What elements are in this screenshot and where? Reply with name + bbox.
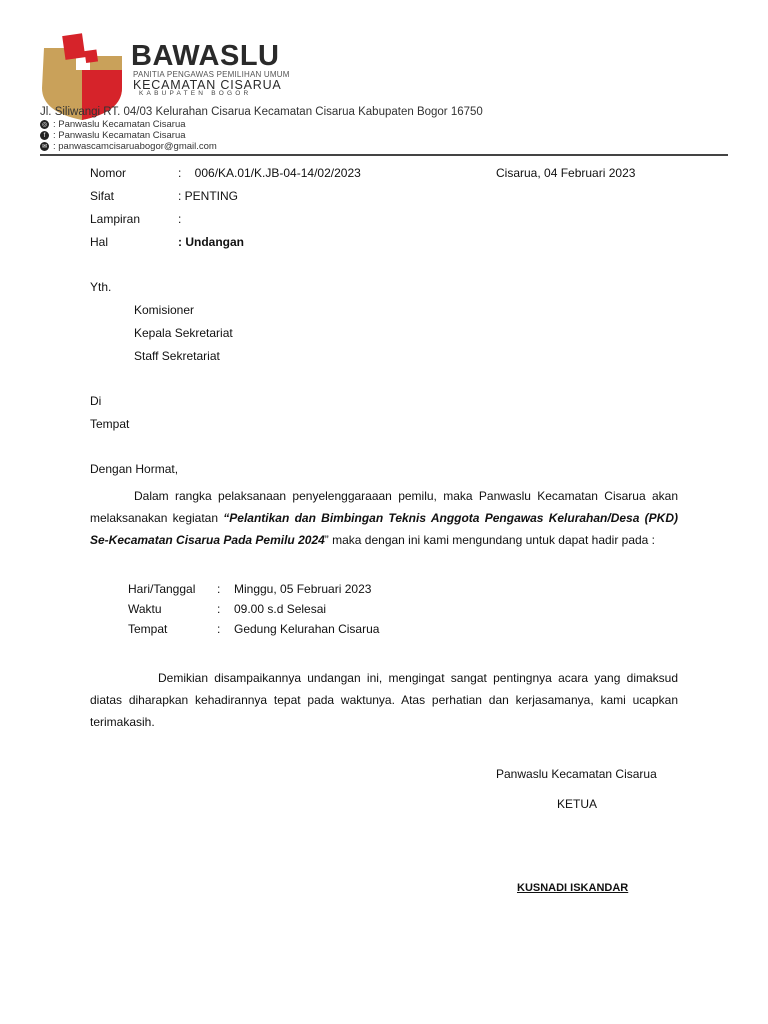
detail-colon: : <box>217 602 221 616</box>
lampiran-label: Lampiran <box>90 212 141 226</box>
facebook-icon: f <box>40 131 49 140</box>
greeting: Dengan Hormat, <box>90 462 179 476</box>
tempat-label: Tempat <box>90 417 130 431</box>
lampiran-value: : <box>178 212 182 226</box>
org-subtitle: PANITIA PENGAWAS PEMILIHAN UMUM <box>133 70 290 79</box>
detail-label: Waktu <box>128 602 162 616</box>
signature-title: KETUA <box>557 797 598 811</box>
instagram-icon: ◎ <box>41 122 48 128</box>
place-date: Cisarua, 04 Februari 2023 <box>496 166 636 180</box>
recipient-item: Staff Sekretariat <box>134 349 220 363</box>
org-kabupaten: KABUPATEN BOGOR <box>139 90 252 97</box>
detail-label: Hari/Tanggal <box>128 582 196 596</box>
detail-colon: : <box>217 582 221 596</box>
di-label: Di <box>90 394 102 408</box>
contact-facebook: f : Panwaslu Kecamatan Cisarua <box>40 130 186 141</box>
hal-label: Hal <box>90 235 109 249</box>
nomor-value: : 006/KA.01/K.JB-04-14/02/2023 <box>178 166 361 180</box>
signature-org: Panwaslu Kecamatan Cisarua <box>496 767 657 781</box>
hal-value: : Undangan <box>178 235 244 249</box>
org-kecamatan: KECAMATAN CISARUA <box>133 78 282 92</box>
yth: Yth. <box>90 280 112 294</box>
email-icon: ✉ <box>41 144 48 150</box>
detail-value: 09.00 s.d Selesai <box>234 602 327 616</box>
org-address: Jl. Siliwangi RT. 04/03 Kelurahan Cisarua Kecamatan Cisarua Kabupaten Bogor 16750 <box>40 106 483 118</box>
nomor-label: Nomor <box>90 166 127 180</box>
recipient-item: Kepala Sekretariat <box>134 326 233 340</box>
letterhead-divider <box>40 154 728 156</box>
detail-value: Minggu, 05 Februari 2023 <box>234 582 372 596</box>
paragraph-intro: Dalam rangka pelaksanaan penyelenggaraaan pemilu, maka Panwaslu Kecamatan Cisarua akan melaksanakan kegiatan “Pelantikan dan Bimbingan Teknis Anggota Pengawas Kelurahan/Desa (PKD) Se-Kecamatan Cisarua Pada Pemilu 2024” maka dengan ini kami mengundang untuk dapat hadir pada : <box>90 489 678 547</box>
sifat-value: : PENTING <box>178 189 239 203</box>
event-title: “Pelantikan dan Bimbingan Teknis Anggota Pengawas Kelurahan/Desa (PKD) Se-Kecamatan Cisarua Pada Pemilu 2024 <box>90 511 678 547</box>
sifat-label: Sifat <box>90 189 115 203</box>
contact-instagram: ◎ : Panwaslu Kecamatan Cisarua <box>41 119 186 130</box>
detail-value: Gedung Kelurahan Cisarua <box>234 622 380 636</box>
recipient-item: Komisioner <box>134 303 195 317</box>
signature-name: KUSNADI ISKANDAR <box>517 882 629 894</box>
detail-label: Tempat <box>128 622 168 636</box>
contact-email: ✉ : panwascamcisaruabogor@gmail.com <box>41 141 217 152</box>
org-name: BAWASLU <box>131 40 280 72</box>
paragraph-closing: Demikian disampaikannya undangan ini, mengingat sangat pentingnya acara yang dimaksud diatas diharapkan kehadirannya tepat pada waktunya. Atas perhatian dan kerjasamanya, kami ucapkan terimakasih. <box>90 671 678 729</box>
detail-colon: : <box>217 622 221 636</box>
